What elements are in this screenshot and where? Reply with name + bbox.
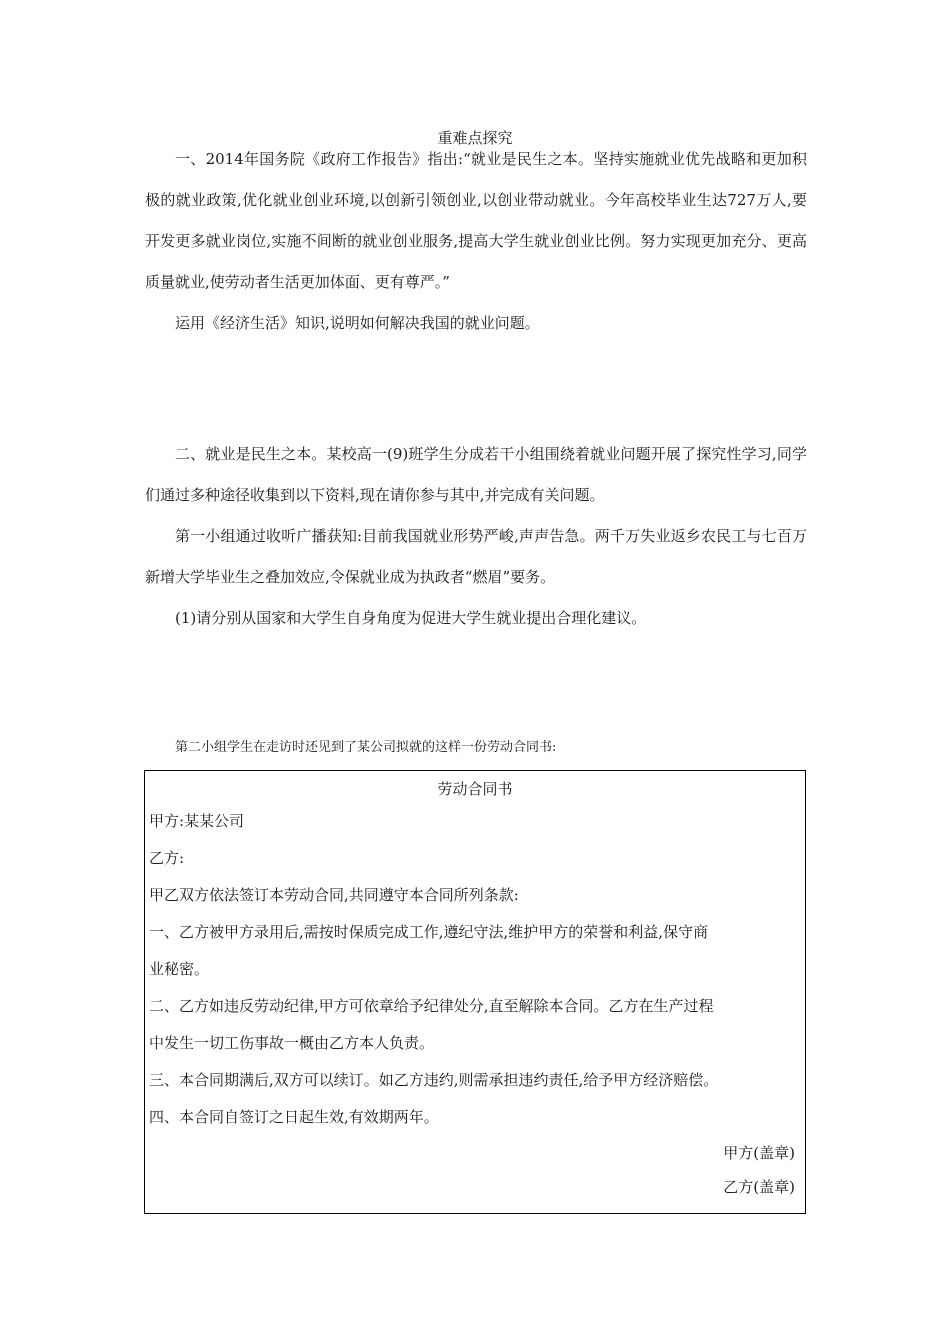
question-1-prompt: 运用《经济生活》知识,说明如何解决我国的就业问题。 (175, 314, 540, 332)
question-1-text: 一、2014年国务院《政府工作报告》指出:“就业是民生之本。坚持实施就业优先战略和更加积极的就业政策,优化就业创业环境,以创新引领创业,以创业带动就业。今年高校毕业生达727万人,要开发更多就业岗位,实施不间断的就业创业服务,提高大学生就业创业比例。努力实现更加充分、更高质量就业,使劳动者生活更加体面、更有尊严。” (145, 150, 807, 291)
group-2-intro: 第二小组学生在走访时还见到了某公司拟就的这样一份劳动合同书: (175, 740, 557, 755)
question-2 (145, 434, 807, 639)
contract-clause-1-line-2: 业秘密。 (149, 960, 210, 978)
question-2-intro: 二、就业是民生之本。某校高一(9)班学生分成若干小组围绕着就业问题开展了探究性学习,同学们通过多种途径收集到以下资料,现在请你参与其中,并完成有关问题。 (145, 445, 807, 504)
contract-preamble: 甲乙双方依法签订本劳动合同,共同遵守本合同所列条款: (149, 886, 519, 904)
question-1 (145, 139, 807, 344)
contract-clause-4: 四、本合同自签订之日起生效,有效期两年。 (149, 1108, 439, 1126)
contract-title: 劳动合同书 (437, 780, 513, 798)
contract-clause-3: 三、本合同期满后,双方可以续订。如乙方违约,则需承担违约责任,给予甲方经济赔偿。 (149, 1071, 719, 1089)
group-1-material: 第一小组通过收听广播获知:目前我国就业形势严峻,声声告急。两千万失业返乡农民工与七百万新增大学毕业生之叠加效应,令保就业成为执政者“燃眉”要务。 (145, 527, 807, 586)
contract-clause-2-line-1: 二、乙方如违反劳动纪律,甲方可依章给予纪律处分,直至解除本合同。乙方在生产过程 (149, 997, 714, 1015)
contract-party-a: 甲方:某某公司 (149, 812, 245, 830)
contract-sign-a: 甲方(盖章) (723, 1144, 795, 1162)
contract-sign-b: 乙方(盖章) (723, 1178, 795, 1196)
contract-clause-2-line-2: 中发生一切工伤事故一概由乙方本人负责。 (149, 1034, 435, 1052)
page-title: 重难点探究 (437, 129, 513, 147)
sub-question-1: (1)请分别从国家和大学生自身角度为促进大学生就业提出合理化建议。 (175, 609, 647, 627)
contract-clause-1-line-1: 一、乙方被甲方录用后,需按时保质完成工作,遵纪守法,维护甲方的荣誉和利益,保守商 (149, 923, 709, 941)
labor-contract-box (144, 770, 806, 1214)
contract-party-b: 乙方: (149, 849, 185, 867)
